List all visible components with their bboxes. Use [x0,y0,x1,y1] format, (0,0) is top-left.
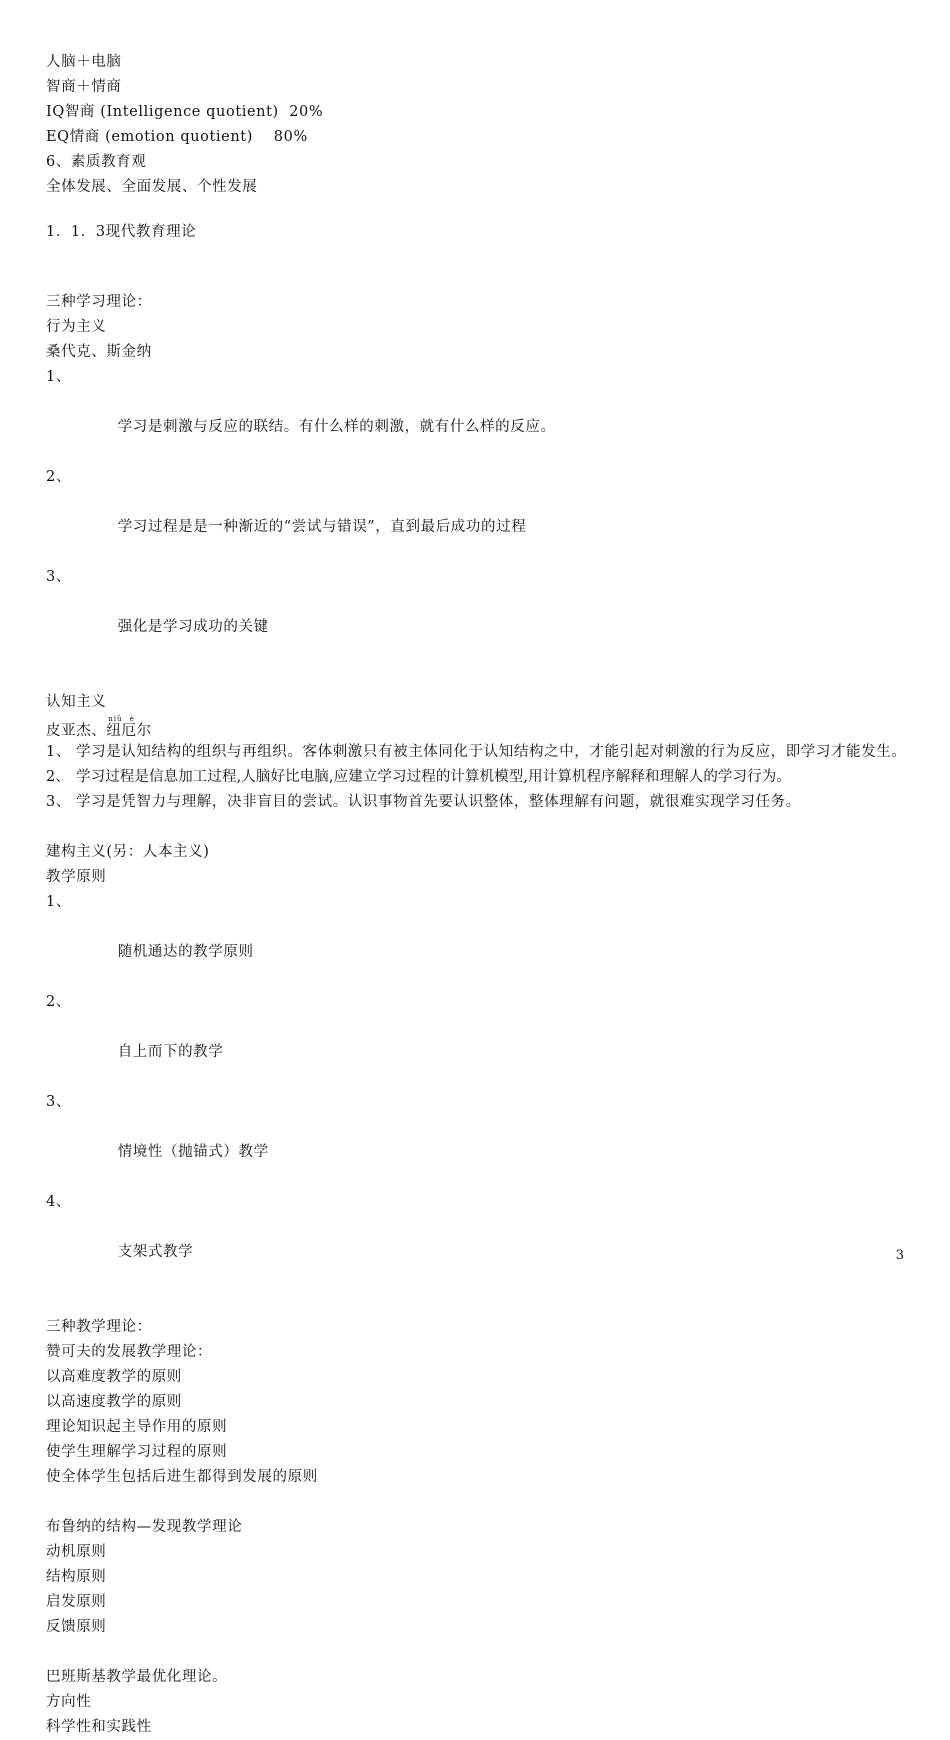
text-line: 智商＋情商 [46,79,122,95]
principles-title: 教学原则 [46,869,107,885]
text-line: 启发原则 [46,1594,107,1610]
text-line: 科学性和实践性 [46,1719,152,1735]
list-item [46,365,916,465]
page-number: 3 [895,1248,904,1263]
text-line: 使学生理解学习过程的原则 [46,1444,228,1460]
list-text: 学习过程是信息加工过程,人脑好比电脑,应建立学习过程的计算机模型,用计算机程序解释和理解人的学习行为。 [76,769,791,785]
text-line: 人脑＋电脑 [46,54,122,70]
ruby-text: niǔ è [106,715,137,723]
list-item [46,890,916,990]
theory-name: 认知主义 [46,694,107,710]
list-number: 1、 [46,744,71,760]
list-text: 学习是凭智力与理解，决非盲目的尝试。认识事物首先要认识整体，整体理解有问题，就很难实现学习任务。 [76,794,801,810]
text-line: 结构原则 [46,1569,107,1585]
document-body [46,50,916,1740]
list-item [46,1190,916,1290]
theory-people: 桑代克、斯金纳 [46,344,152,360]
list-number: 1、 [46,369,71,385]
text-line: 6、素质教育观 [46,154,147,170]
list-number: 2、 [46,769,70,785]
list-item [46,790,916,815]
list-number: 2、 [46,994,71,1010]
text-line: 理论知识起主导作用的原则 [46,1419,228,1435]
list-text: 自上而下的教学 [117,1044,224,1060]
pinyin-annotation [106,715,137,739]
list-number: 3、 [46,569,71,585]
list-number: 4、 [46,1194,71,1210]
text-line: 全体发展、全面发展、个性发展 [46,179,258,195]
intro-block [46,50,916,200]
list-text: 支架式教学 [117,1244,194,1260]
teaching-theories [46,1315,916,1740]
text-line: 动机原则 [46,1544,107,1560]
list-item [46,1090,916,1190]
cognitivism-block [46,690,916,815]
text-line: IQ智商 (Intelligence quotient) 20% [46,104,324,120]
people-suffix: 尔 [136,723,152,739]
list-number: 3、 [46,1094,71,1110]
list-number: 2、 [46,469,71,485]
list-number: 1、 [46,894,71,910]
bruner-block [46,1515,916,1640]
text-line: 反馈原则 [46,1619,107,1635]
theory-name: 行为主义 [46,319,107,335]
list-number: 3、 [46,794,71,810]
list-item [46,565,916,665]
babansky-block [46,1665,916,1740]
text-line: 方向性 [46,1694,92,1710]
learning-theories [46,290,916,1290]
list-item [46,990,916,1090]
text-line: 以高难度教学的原则 [46,1369,182,1385]
list-text: 强化是学习成功的关键 [117,619,269,635]
text-line: EQ情商 (emotion quotient) 80% [46,129,308,145]
section-heading: 1．1．3现代教育理论 [46,224,197,240]
list-item [46,465,916,565]
zankov-block [46,1340,916,1490]
list-item [46,740,916,765]
constructivism-block [46,840,916,1290]
list-text: 学习是认知结构的组织与再组织。客体刺激只有被主体同化于认知结构之中，才能引起对刺激的行为反应，即学习才能发生。 [76,744,907,760]
ruby-base: 纽厄 [106,723,137,739]
list-item [46,765,916,790]
theory-people [46,715,916,740]
theory-name: 建构主义(另：人本主义) [46,844,210,860]
people-prefix: 皮亚杰、 [46,723,107,739]
list-text: 学习过程是是一种渐近的“尝试与错误”，直到最后成功的过程 [117,519,527,535]
list-text: 随机通达的教学原则 [117,944,254,960]
theory-name: 布鲁纳的结构—发现教学理论 [46,1519,243,1535]
list-text: 学习是刺激与反应的联结。有什么样的刺激，就有什么样的反应。 [117,419,556,435]
text-line: 以高速度教学的原则 [46,1394,182,1410]
theory-name: 赞可夫的发展教学理论： [46,1344,213,1360]
subsection-title: 三种教学理论： [46,1319,152,1335]
text-line: 使全体学生包括后进生都得到发展的原则 [46,1469,318,1485]
theory-name: 巴班斯基教学最优化理论。 [46,1669,228,1685]
subsection-title: 三种学习理论： [46,294,152,310]
list-text: 情境性（抛锚式）教学 [117,1144,269,1160]
behaviorism-block [46,315,916,665]
